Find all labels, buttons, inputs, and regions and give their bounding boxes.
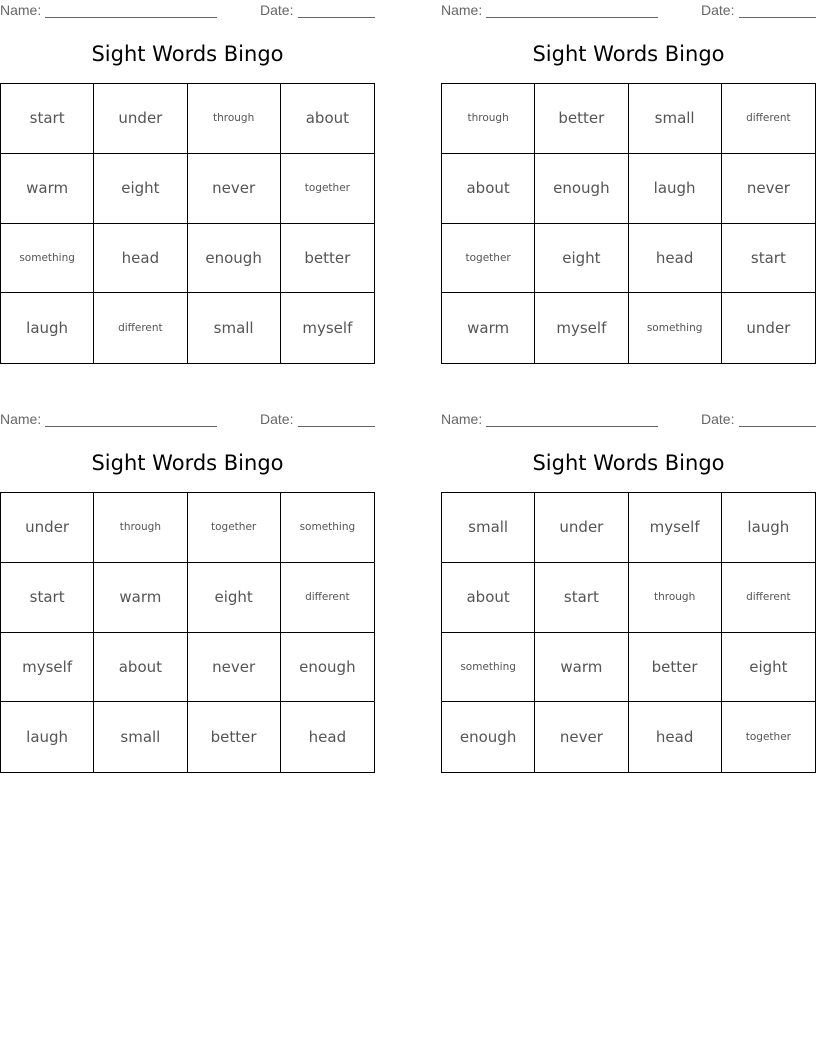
bingo-cell: small: [442, 493, 535, 563]
bingo-cell: enough: [442, 702, 535, 772]
bingo-cell: enough: [281, 633, 374, 703]
bingo-cell: warm: [442, 293, 535, 363]
bingo-cell: together: [745, 731, 791, 744]
name-label: Name:: [0, 411, 42, 427]
bingo-cell: enough: [188, 224, 281, 294]
date-blank-line: [298, 426, 375, 427]
bingo-cell: different: [94, 293, 187, 363]
bingo-cell: something: [1, 224, 94, 294]
bingo-cell: eight: [535, 224, 628, 294]
bingo-card: [441, 0, 816, 365]
bingo-cell: under: [535, 493, 628, 563]
bingo-cell: small: [94, 702, 187, 772]
bingo-cell: different: [281, 563, 374, 633]
bingo-cell: about: [94, 633, 187, 703]
bingo-cell: never: [535, 702, 628, 772]
card-title: Sight Words Bingo: [91, 451, 284, 475]
name-label: Name:: [441, 411, 483, 427]
bingo-cell: myself: [302, 319, 353, 338]
bingo-cell: about: [442, 563, 535, 633]
bingo-cell: laugh: [629, 154, 722, 224]
date-blank-line: [739, 426, 816, 427]
name-blank-line: [45, 17, 217, 18]
name-blank-line: [486, 426, 658, 427]
bingo-cell: eight: [722, 633, 815, 703]
bingo-cell: together: [188, 493, 281, 563]
bingo-cell: enough: [535, 154, 628, 224]
bingo-cell: myself: [1, 633, 94, 703]
bingo-card: [441, 409, 816, 774]
bingo-grid: [0, 492, 375, 773]
bingo-cell: better: [629, 633, 722, 703]
card-title: Sight Words Bingo: [532, 451, 725, 475]
bingo-cell: different: [722, 563, 815, 633]
bingo-cell: under: [94, 84, 187, 154]
name-date-header: [0, 411, 375, 429]
bingo-cell: eight: [94, 154, 187, 224]
name-blank-line: [45, 426, 217, 427]
bingo-cell: through: [442, 84, 535, 154]
bingo-cell: never: [188, 633, 281, 703]
bingo-cell: never: [188, 154, 281, 224]
bingo-cell: something: [442, 633, 535, 703]
date-label: Date:: [260, 411, 294, 427]
bingo-cell: myself: [629, 493, 722, 563]
bingo-cell: something: [281, 493, 374, 563]
bingo-cell: about: [281, 84, 374, 154]
bingo-cell: eight: [188, 563, 281, 633]
bingo-cell: warm: [1, 154, 94, 224]
name-blank-line: [486, 17, 658, 18]
bingo-cell: through: [94, 493, 187, 563]
bingo-card: [0, 0, 375, 365]
bingo-cell: never: [722, 154, 815, 224]
bingo-cell: start: [722, 224, 815, 294]
bingo-cell: under: [746, 319, 791, 338]
bingo-cell: about: [442, 154, 535, 224]
date-label: Date:: [701, 411, 735, 427]
bingo-cell: different: [722, 84, 815, 154]
bingo-cell: better: [188, 702, 281, 772]
date-blank-line: [298, 17, 375, 18]
bingo-cell: something: [629, 293, 722, 363]
name-date-header: [0, 2, 375, 20]
date-label: Date:: [260, 2, 294, 18]
bingo-cell: head: [629, 702, 722, 772]
name-label: Name:: [441, 2, 483, 18]
bingo-card: [0, 409, 375, 774]
bingo-cell: under: [1, 493, 94, 563]
bingo-cell: laugh: [722, 493, 815, 563]
card-title: Sight Words Bingo: [532, 42, 725, 66]
bingo-cell: better: [281, 224, 374, 294]
bingo-cell: head: [308, 728, 347, 747]
bingo-cell: laugh: [1, 702, 94, 772]
bingo-cell: warm: [94, 563, 187, 633]
date-blank-line: [739, 17, 816, 18]
bingo-cell: together: [442, 224, 535, 294]
bingo-cell: better: [535, 84, 628, 154]
bingo-grid: [441, 83, 816, 364]
bingo-cell: start: [1, 563, 94, 633]
bingo-cell: head: [94, 224, 187, 294]
bingo-cell: myself: [535, 293, 628, 363]
bingo-cell: through: [629, 563, 722, 633]
bingo-cell: warm: [535, 633, 628, 703]
name-label: Name:: [0, 2, 42, 18]
bingo-cell: together: [281, 154, 374, 224]
bingo-grid: [441, 492, 816, 773]
bingo-cell: start: [535, 563, 628, 633]
bingo-cell: start: [1, 84, 94, 154]
bingo-cell: through: [188, 84, 281, 154]
bingo-grid: [0, 83, 375, 364]
name-date-header: [441, 2, 816, 20]
card-title: Sight Words Bingo: [91, 42, 284, 66]
date-label: Date:: [701, 2, 735, 18]
bingo-cell: head: [629, 224, 722, 294]
bingo-cell: small: [188, 293, 281, 363]
bingo-cell: small: [629, 84, 722, 154]
name-date-header: [441, 411, 816, 429]
bingo-cell: laugh: [1, 293, 94, 363]
